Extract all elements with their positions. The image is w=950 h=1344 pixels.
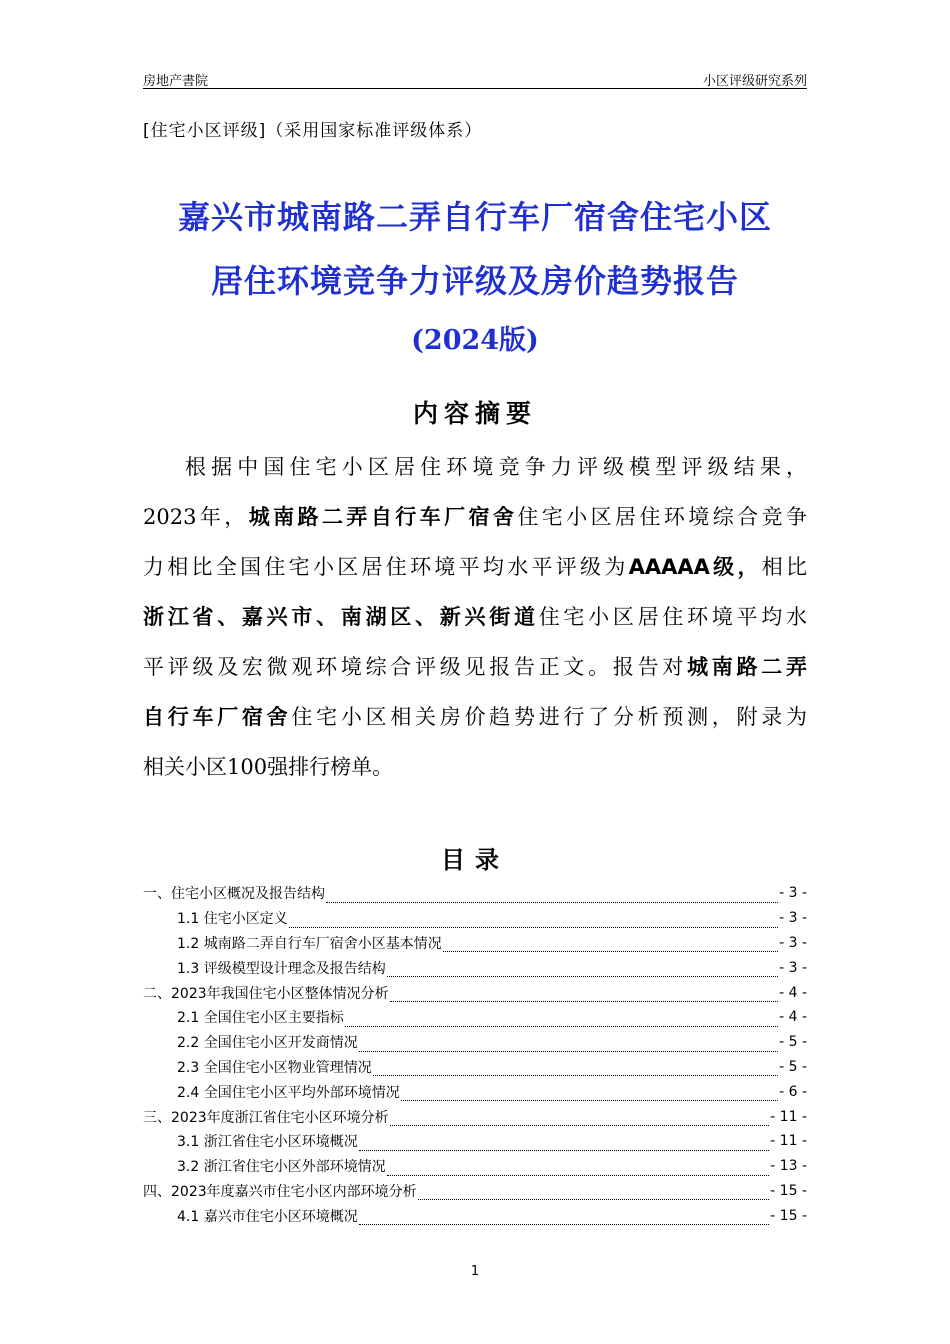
dot-leader: [345, 1012, 778, 1027]
dot-leader: [359, 1136, 769, 1151]
toc-entry[interactable]: 三、2023年度浙江省住宅小区环境分析 - 11 -: [143, 1108, 807, 1126]
toc-entry[interactable]: 四、2023年度嘉兴市住宅小区内部环境分析 - 15 -: [143, 1182, 807, 1200]
dot-leader: [373, 1061, 778, 1076]
report-title-line-1: 嘉兴市城南路二弄自行车厂宿舍住宅小区: [177, 198, 772, 236]
dot-leader: [326, 888, 778, 903]
abstract-body: [143, 442, 807, 792]
toc-entry[interactable]: 2.1 全国住宅小区主要指标 - 4 -: [177, 1009, 807, 1027]
dot-leader: [359, 1210, 769, 1225]
toc-entry[interactable]: 1.2 城南路二弄自行车厂宿舍小区基本情况 - 3 -: [177, 934, 807, 952]
abstract-line: 平评级及宏微观环境综合评级见报告正文。报告对城南路二弄: [143, 655, 808, 679]
header-right-text: 小区评级研究系列: [702, 74, 807, 89]
dot-leader: [359, 1037, 778, 1052]
toc-entry[interactable]: 4.1 嘉兴市住宅小区环境概况 - 15 -: [177, 1207, 807, 1225]
dot-leader: [390, 987, 778, 1002]
dot-leader: [289, 913, 778, 928]
table-of-contents: [143, 881, 807, 1228]
toc-entry[interactable]: 2.4 全国住宅小区平均外部环境情况 - 6 -: [177, 1083, 807, 1101]
abstract-line: 自行车厂宿舍住宅小区相关房价趋势进行了分析预测，附录为: [143, 705, 808, 729]
toc-entry[interactable]: 2.2 全国住宅小区开发商情况 - 5 -: [177, 1034, 807, 1052]
dot-leader: [387, 1161, 769, 1176]
abstract-line: 相关小区100强排行榜单。: [143, 755, 394, 779]
toc-entry[interactable]: 一、住宅小区概况及报告结构 - 3 -: [143, 885, 807, 903]
toc-entry[interactable]: 2.3 全国住宅小区物业管理情况 - 5 -: [177, 1058, 807, 1076]
toc-entry[interactable]: 3.1 浙江省住宅小区环境概况 - 11 -: [177, 1133, 807, 1151]
abstract-line: 根据中国住宅小区居住环境竞争力评级模型评级结果，: [185, 455, 807, 479]
abstract-line: 2023年，城南路二弄自行车厂宿舍住宅小区居住环境综合竞争: [143, 505, 807, 529]
header-left-text: 房地产書院: [143, 74, 209, 89]
dot-leader: [390, 1111, 770, 1126]
toc-entry[interactable]: 1.1 住宅小区定义 - 3 -: [177, 910, 807, 928]
header-rule: [143, 88, 807, 89]
toc-entry[interactable]: 二、2023年我国住宅小区整体情况分析 - 4 -: [143, 984, 807, 1002]
dot-leader: [443, 937, 778, 952]
abstract-line: 力相比全国住宅小区居住环境平均水平评级为AAAAA级，相比: [143, 555, 808, 579]
toc-heading: 目录: [441, 846, 509, 874]
dot-leader: [401, 1086, 778, 1101]
abstract-heading: 内容摘要: [412, 399, 537, 428]
page-number: 1: [470, 1264, 480, 1279]
dot-leader: [387, 962, 778, 977]
abstract-line: 浙江省、嘉兴市、南湖区、新兴街道住宅小区居住环境平均水: [143, 605, 808, 629]
toc-entry[interactable]: 1.3 评级模型设计理念及报告结构 - 3 -: [177, 959, 807, 977]
report-edition: (2024版): [411, 325, 539, 356]
report-title-line-2: 居住环境竞争力评级及房价趋势报告: [210, 262, 739, 300]
toc-entry[interactable]: 3.2 浙江省住宅小区外部环境情况 - 13 -: [177, 1158, 807, 1176]
report-tag: [住宅小区评级]（采用国家标准评级体系）: [143, 121, 483, 141]
dot-leader: [418, 1185, 770, 1200]
